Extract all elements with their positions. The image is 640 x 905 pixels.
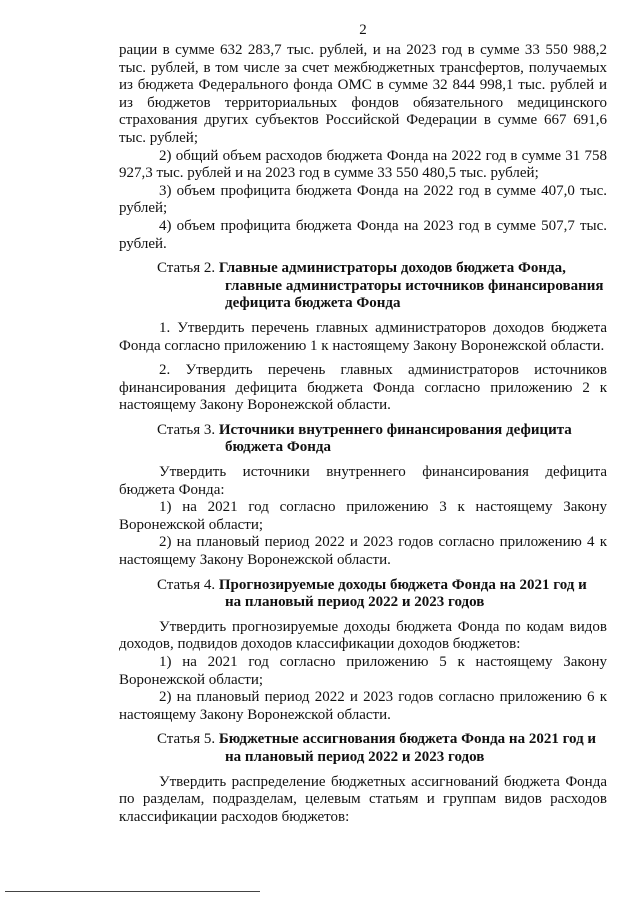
article-5-paragraph: Утвердить распределение бюджетных ассигнований бюджета Фонда по разделам, подразделам, целевым статьям и группам видов расходов классификации расходов бюджетов: — [119, 773, 607, 825]
article-4-heading — [119, 577, 607, 612]
article-2-paragraph: 2. Утвердить перечень главных администраторов источников финансирования дефицита бюджета Фонда согласно приложению 2 к настоящему Закону Воронежской области. — [119, 362, 607, 414]
page-number: 2 — [359, 22, 367, 38]
article-title-cont: дефицита бюджета Фонда — [225, 295, 401, 312]
footer-divider — [5, 891, 260, 892]
article-title: Бюджетные ассигнования бюджета Фонда на 2021 год и — [218, 731, 597, 748]
article-label: Статья 3. — [157, 421, 216, 438]
article-4-paragraph: Утвердить прогнозируемые доходы бюджета Фонда по кодам видов доходов, подвидов доходов классификации доходов бюджетов: — [119, 618, 607, 653]
budget-item-2: 2) общий объем расходов бюджета Фонда на 2022 год в сумме 31 758 927,3 тыс. рублей и на 2023 год в сумме 33 550 480,5 тыс. рублей; — [119, 147, 607, 182]
article-title: Прогнозируемые доходы бюджета Фонда на 2021 год и — [218, 576, 587, 593]
article-title: Главные администраторы доходов бюджета Фонда, — [218, 260, 566, 277]
article-2-paragraph: 1. Утвердить перечень главных администраторов доходов бюджета Фонда согласно приложению 1 к настоящему Закону Воронежской области. — [119, 319, 607, 354]
article-5-heading — [119, 731, 607, 766]
article-3-paragraph: 1) на 2021 год согласно приложению 3 к настоящему Закону Воронежской области; — [119, 499, 607, 533]
article-3-paragraph: 2) на плановый период 2022 и 2023 годов согласно приложению 4 к настоящему Закону Воронежской области. — [119, 534, 607, 569]
article-title: Источники внутреннего финансирования дефицита — [218, 421, 572, 438]
article-4-paragraph: 1) на 2021 год согласно приложению 5 к настоящему Закону Воронежской области; — [119, 654, 607, 688]
article-title-cont: на плановый период 2022 и 2023 годов — [225, 748, 485, 765]
intro-paragraph: рации в сумме 632 283,7 тыс. рублей, и на 2023 год в сумме 33 550 988,2 тыс. рублей, в том числе за счет межбюджетных трансфертов, получаемых из бюджета Федерального фонда ОМС в сумме 32 844 998,1 тыс. рублей и из бюджетов территориальных фондов обязательного медицинского страхования других субъектов Российской Федерации в сумме 667 691,6 тыс. рублей; — [119, 42, 607, 146]
article-4-paragraph: 2) на плановый период 2022 и 2023 годов согласно приложению 6 к настоящему Закону Воронежской области. — [119, 689, 607, 723]
article-2-heading — [119, 260, 607, 313]
article-title-cont: бюджета Фонда — [225, 439, 331, 456]
article-title-cont: главные администраторы источников финансирования — [225, 277, 604, 294]
article-label: Статья 5. — [157, 731, 216, 748]
budget-item-4: 4) объем профицита бюджета Фонда на 2023 год в сумме 507,7 тыс. рублей. — [119, 217, 607, 252]
budget-item-3: 3) объем профицита бюджета Фонда на 2022 год в сумме 407,0 тыс. рублей; — [119, 182, 607, 217]
article-label: Статья 4. — [157, 576, 216, 593]
article-title-cont: на плановый период 2022 и 2023 годов — [225, 594, 485, 611]
article-label: Статья 2. — [157, 260, 216, 277]
article-3-paragraph: Утвердить источники внутреннего финансирования дефицита бюджета Фонда: — [119, 464, 607, 498]
article-3-heading — [119, 422, 607, 457]
document-page — [119, 22, 607, 826]
